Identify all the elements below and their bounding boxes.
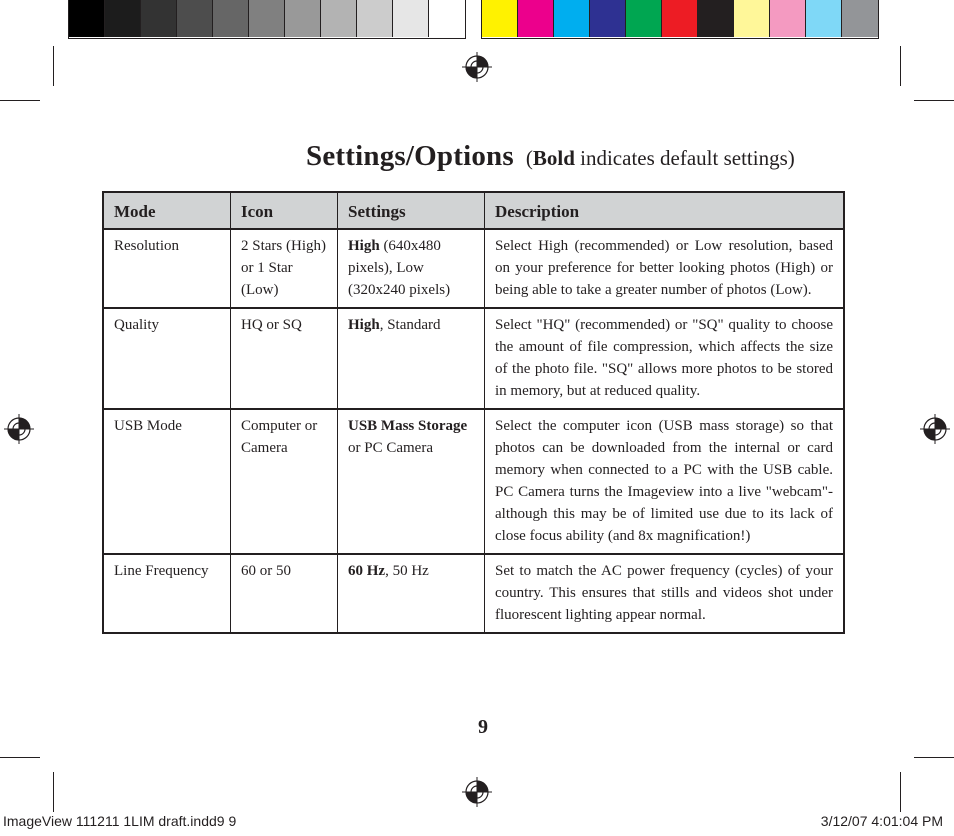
default-setting: USB Mass Storage — [348, 418, 468, 434]
cell-description: Select "HQ" (recommended) or "SQ" quality to choose the amount of file compression, which affects the size of the photo file. "SQ" allows more photos to be stored in memory, but at reduced quality. — [485, 308, 845, 409]
color-swatch — [249, 0, 285, 37]
title-note-open: ( — [525, 146, 533, 170]
cell-mode: Line Frequency — [103, 554, 231, 633]
color-swatch — [770, 0, 806, 37]
color-swatch — [177, 0, 213, 37]
cell-settings — [338, 409, 485, 554]
slug-file-info: ImageView 111211 1LIM draft.indd9 9 — [3, 813, 237, 829]
cell-mode: Quality — [103, 308, 231, 409]
title-note-rest: indicates default settings) — [574, 146, 795, 170]
cell-description: Select the computer icon (USB mass storage) so that photos can be downloaded from the internal or card memory when connected to a PC with the USB cable. PC Camera turns the Imageview into a live "webcam"-although this may be of limited use due to its lack of close focus ability (and 8x magnification!) — [485, 409, 845, 554]
page-number: 9 — [478, 716, 488, 738]
table-header-row — [103, 192, 844, 229]
crop-mark — [0, 757, 40, 758]
other-settings: , 50 Hz — [385, 563, 429, 579]
default-setting: High — [348, 238, 380, 254]
crop-mark — [53, 772, 54, 812]
registration-mark-icon — [920, 414, 950, 444]
header-mode: Mode — [103, 192, 231, 229]
color-swatch — [69, 0, 105, 37]
table-row — [103, 554, 844, 633]
header-settings: Settings — [338, 192, 485, 229]
cell-mode: USB Mode — [103, 409, 231, 554]
color-swatch — [105, 0, 141, 37]
color-swatch — [626, 0, 662, 37]
cell-icon: HQ or SQ — [231, 308, 338, 409]
settings-table — [102, 191, 845, 634]
color-swatch — [518, 0, 554, 37]
crop-mark — [0, 100, 40, 101]
title-note-bold: Bold — [532, 146, 575, 170]
header-icon: Icon — [231, 192, 338, 229]
header-description: Description — [485, 192, 845, 229]
cell-description: Select High (recommended) or Low resolution, based on your preference for better looking photos (High) or being able to take a greater number of photos (Low). — [485, 229, 845, 308]
cell-mode: Resolution — [103, 229, 231, 308]
registration-mark-icon — [462, 52, 492, 82]
color-swatch — [806, 0, 842, 37]
table-row — [103, 409, 844, 554]
color-swatch — [554, 0, 590, 37]
default-setting: 60 Hz — [348, 563, 386, 579]
cell-icon: 2 Stars (High) or 1 Star (Low) — [231, 229, 338, 308]
crop-mark — [53, 46, 54, 86]
color-swatch — [213, 0, 249, 37]
crop-mark — [900, 772, 901, 812]
cell-settings — [338, 554, 485, 633]
page-title — [306, 140, 795, 173]
crop-mark — [914, 100, 954, 101]
color-swatch — [662, 0, 698, 37]
title-note — [526, 146, 795, 170]
cell-icon: 60 or 50 — [231, 554, 338, 633]
color-swatch — [285, 0, 321, 37]
other-settings: or PC Camera — [348, 440, 433, 456]
table-row — [103, 308, 844, 409]
color-swatch — [393, 0, 429, 37]
color-swatch — [590, 0, 626, 37]
cell-description: Set to match the AC power frequency (cycles) of your country. This ensures that stills and videos shot under fluorescent lighting appear normal. — [485, 554, 845, 633]
color-swatch — [734, 0, 770, 37]
color-swatch — [842, 0, 878, 37]
gray-swatch-bar — [68, 0, 466, 39]
table-row — [103, 229, 844, 308]
other-settings: , Standard — [379, 317, 441, 333]
title-main: Settings/Options — [306, 140, 514, 172]
crop-mark — [914, 757, 954, 758]
color-swatch — [357, 0, 393, 37]
other-settings: (640x480 pixels), Low (320x240 pixels) — [348, 238, 451, 298]
default-setting: High — [348, 317, 380, 333]
color-swatch — [698, 0, 734, 37]
color-swatch-bar — [481, 0, 879, 39]
slug-timestamp: 3/12/07 4:01:04 PM — [820, 813, 943, 829]
registration-mark-icon — [462, 777, 492, 807]
color-swatch — [429, 0, 465, 37]
registration-mark-icon — [4, 414, 34, 444]
cell-icon: Computer or Camera — [231, 409, 338, 554]
cell-settings — [338, 229, 485, 308]
color-swatch — [321, 0, 357, 37]
color-swatch — [141, 0, 177, 37]
crop-mark — [900, 46, 901, 86]
color-swatch — [482, 0, 518, 37]
cell-settings — [338, 308, 485, 409]
